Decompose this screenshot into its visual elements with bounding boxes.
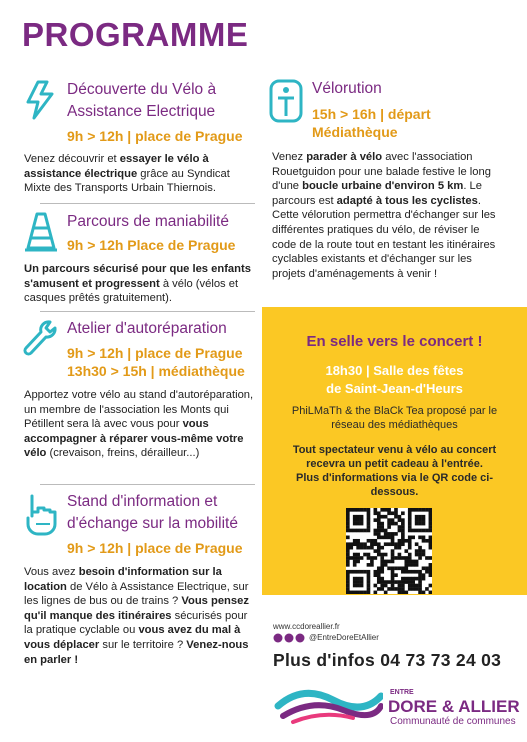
- phone-info: Plus d'infos 04 73 73 24 03: [273, 650, 502, 670]
- logo-sub-text: Communauté de communes: [390, 716, 516, 727]
- wrench-icon: [22, 318, 58, 358]
- social-icons: [273, 633, 307, 643]
- section3-time2: 13h30 > 15h | médiathèque: [67, 363, 245, 379]
- section5-body: Venez parader à vélo avec l'association Rouetguidon pour une balade festive le long d'une boucle urbaine d'environ 5 km. Le parcours est adapté à tous les cyclistes. Cette vélorution permettra d'échanger sur les différentes pratiques du vélo, de réviser le code de la route tout en testant les itinéraires cyclables existants et d'échanger sur les projets d'aménagements à venir !: [272, 151, 496, 280]
- bicycle-icon: [268, 78, 304, 124]
- concert-desc2: réseau des médiathèques: [331, 419, 458, 431]
- section3-body: Apportez votre vélo au stand d'autoréparation, un membre de l'association les Monts qui Pétillent sera là avec vous pour vous accompagner à réparer vous-même votre vélo (crevaison, freins, dérailleur...): [24, 389, 254, 460]
- concert-note2: recevra un petit cadeau à l'entrée.: [306, 458, 483, 470]
- section5-time2: Médiathèque: [312, 124, 398, 140]
- concert-note4: dessous.: [370, 486, 419, 498]
- cone-icon: [24, 210, 58, 254]
- concert-note1: Tout spectateur venu à vélo au concert: [292, 444, 497, 456]
- section1-body: Venez découvrir et essayer le vélo à assistance électrique grâce au Syndicat Mixte des Transports Urbain Thiernois.: [24, 153, 230, 195]
- facebook-icon: [274, 634, 283, 643]
- concert-desc1: PhiLMaTh & the BlaCk Tea proposé par le: [291, 405, 498, 417]
- section2-heading: Parcours de maniabilité: [67, 213, 229, 230]
- section4-heading-line2: d'échange sur la mobilité: [67, 515, 238, 532]
- divider: [40, 203, 255, 204]
- section4-body: Vous avez besoin d'information sur la location de Vélo à Assistance Electrique, sur les lignes de bus ou de trains ? Vous pensez qu'il manque des itinéraires sécurisés pour la pratique cyclable ou vous avez du mal à vous déplacer sur le territoire ? Venez-nous en parler !: [24, 566, 249, 666]
- section4-heading-line1: Stand d'information et: [67, 493, 218, 510]
- qr-code-icon[interactable]: [346, 508, 432, 594]
- page-title: PROGRAMME: [22, 16, 249, 53]
- hand-icon: [22, 492, 62, 538]
- divider: [40, 484, 255, 485]
- website-text: www.ccdoreallier.fr: [273, 622, 340, 631]
- section2-time: 9h > 12h Place de Prague: [67, 237, 236, 253]
- concert-time1: 18h30 | Salle des fêtes: [325, 363, 464, 378]
- dore-allier-logo: [273, 678, 383, 726]
- section5-heading: Vélorution: [312, 80, 382, 97]
- logo-small-text: ENTRE: [390, 689, 414, 696]
- section5-time1: 15h > 16h | départ: [312, 106, 431, 122]
- section3-heading: Atelier d'autoréparation: [67, 320, 227, 337]
- concert-title: En selle vers le concert !: [306, 333, 483, 350]
- concert-note3: Plus d'informations via le QR code ci-: [296, 472, 493, 484]
- youtube-icon: [296, 634, 305, 643]
- divider: [40, 311, 255, 312]
- logo-main-text: DORE & ALLIER: [388, 697, 520, 716]
- section1-heading-line2: Assistance Electrique: [67, 103, 216, 120]
- instagram-icon: [285, 634, 294, 643]
- lightning-icon: [24, 80, 58, 120]
- section1-heading-line1: Découverte du Vélo à: [67, 81, 217, 98]
- section3-time1: 9h > 12h | place de Prague: [67, 345, 243, 361]
- section1-time: 9h > 12h | place de Prague: [67, 128, 243, 144]
- concert-time2: de Saint-Jean-d'Heurs: [326, 381, 463, 396]
- section4-time: 9h > 12h | place de Prague: [67, 540, 243, 556]
- social-handle: @EntreDoreEtAllier: [309, 633, 379, 642]
- section2-body: Un parcours sécurisé pour que les enfants s'amusent et progressent à vélo (vélos et casques prêtés gratuitement).: [24, 263, 251, 305]
